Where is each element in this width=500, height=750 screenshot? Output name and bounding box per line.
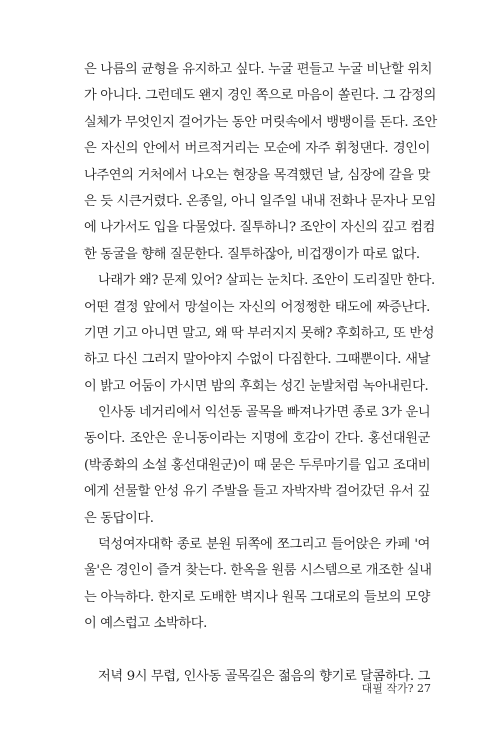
text-line: 울'은 경인이 즐겨 찾는다. 한옥을 원룸 시스템으로 개조한 실내	[84, 563, 432, 579]
text-line: 은 자신의 안에서 버르적거리는 모순에 자주 휘청댄다. 경인이	[84, 141, 430, 157]
page-number: 27	[417, 682, 431, 695]
text-line: 덕성여자대학 종로 분원 뒤쪽에 쪼그리고 들어앉은 카페 '여	[98, 537, 430, 553]
paragraph-4	[84, 532, 430, 638]
text-line: 이 예스럽고 소박하다.	[84, 616, 208, 632]
text-line: 기면 기고 아니면 말고, 왜 딱 부러지지 못해? 후회하고, 또 반성	[84, 325, 435, 341]
text-line: 나주연의 거처에서 나오는 현장을 목격했던 날, 심장에 갈을 맞	[84, 167, 430, 183]
text-line: 에게 선물할 안성 유기 주발을 들고 자박자박 걸어갔던 유서 깊	[84, 484, 430, 500]
paragraph-2	[84, 268, 435, 400]
text-line: 는 아늑하다. 한지로 도배한 벽지나 원목 그대로의 들보의 모양	[84, 589, 430, 605]
text-line: 에 나가서도 입을 다물었다. 질투하니? 조안이 자신의 깊고 컴컴	[84, 220, 436, 236]
text-line: 어떤 결정 앞에서 망설이는 자신의 어정쩡한 태도에 짜증난다.	[84, 299, 430, 315]
paragraph-1	[84, 57, 437, 268]
section-break	[84, 638, 430, 664]
text-line: 저녁 9시 무렵, 인사동 골목길은 젊음의 향기로 달콤하다. 그	[98, 668, 430, 684]
text-line: 하고 다신 그러지 말아야지 수없이 다짐한다. 그때뿐이다. 새날	[84, 352, 430, 368]
text-line: 나래가 왜? 문제 있어? 살피는 눈치다. 조안이 도리질만 한다.	[98, 273, 435, 289]
text-line: 이 밝고 어둠이 가시면 밤의 후회는 성긴 눈발처럼 녹아내린다.	[84, 378, 429, 394]
text-line: 가 아니다. 그런데도 왠지 경인 쪽으로 마음이 쏠린다. 그 감정의	[84, 88, 436, 104]
text-line: 동이다. 조안은 운니동이라는 지명에 호감이 간다. 홍선대원군	[84, 431, 430, 447]
text-line: 인사동 네거리에서 익선동 골목을 빠져나가면 종로 3가 운니	[98, 405, 431, 421]
text-line: 한 동굴을 향해 질문한다. 질투하잖아, 비겁쟁이가 따로 없다.	[84, 246, 420, 262]
text-line: (박종화의 소설 홍선대원군)이 때 묻은 두루마기를 입고 조대비	[84, 457, 431, 473]
text-line: 실체가 무엇인지 걸어가는 동안 머릿속에서 뱅뱅이를 돈다. 조안	[84, 114, 437, 130]
text-line: 은 동답이다.	[84, 510, 154, 526]
running-title: 대필 작가?	[361, 682, 414, 695]
page-footer	[0, 680, 431, 696]
text-line: 은 듯 시큰거렸다. 온종일, 아니 일주일 내내 전화나 문자나 모임	[84, 193, 436, 209]
body-text	[84, 57, 437, 690]
text-line: 은 나름의 균형을 유지하고 싶다. 누굴 편들고 누굴 비난할 위치	[84, 62, 433, 77]
paragraph-3	[84, 400, 430, 532]
